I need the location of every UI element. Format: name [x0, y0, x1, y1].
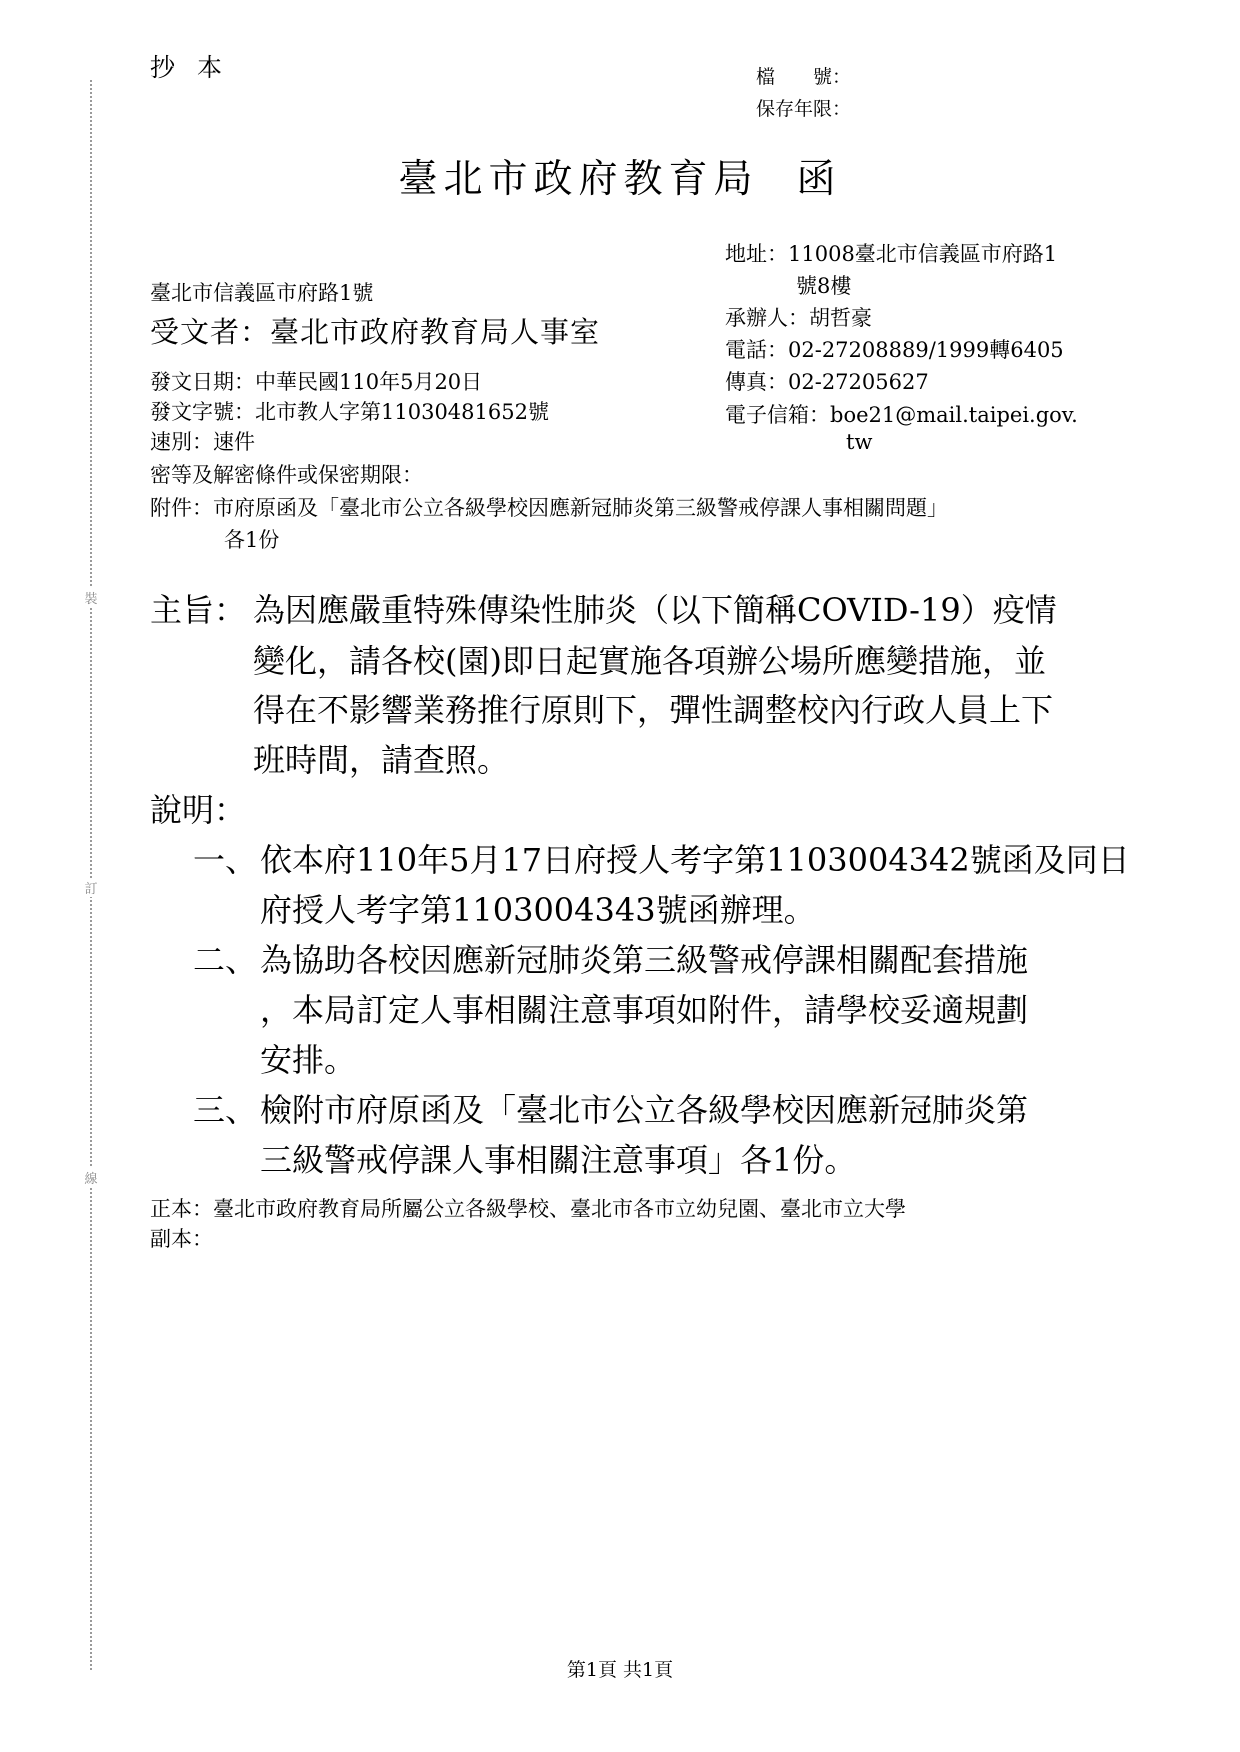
contact-address-line-2: 號8樓 [796, 274, 852, 298]
item-line: 依本府110年5月17日府授人考字第1103004342號函及同日 [260, 841, 1130, 879]
contact-email-line-2: tw [846, 430, 873, 454]
sender-address: 臺北市信義區市府路1號 [150, 281, 374, 305]
issue-number: 發文字號：北市教人字第11030481652號 [150, 400, 549, 424]
subject-line: 得在不影響業務推行原則下，彈性調整校內行政人員上下 [253, 691, 1054, 729]
file-number-label: 檔 號： [756, 66, 852, 88]
item-line: ，本局訂定人事相關注意事項如附件，請學校妥適規劃 [260, 991, 1029, 1029]
original-recipients: 正本：臺北市政府教育局所屬公立各級學校、臺北市各市立幼兒園、臺北市立大學 [150, 1197, 906, 1221]
subject-label: 主旨： [150, 591, 247, 629]
subject-line: 班時間，請查照。 [253, 741, 510, 779]
binding-line [90, 80, 92, 1670]
document-title [0, 148, 1240, 204]
attachment-line-2: 各1份 [224, 528, 280, 552]
binding-mark-ding: 訂 [83, 878, 99, 897]
item-line: 三級警戒停課人事相關注意事項」各1份。 [260, 1141, 857, 1179]
item-line: 府授人考字第1103004343號函辦理。 [260, 891, 816, 929]
issue-date: 發文日期：中華民國110年5月20日 [150, 370, 483, 394]
binding-mark-xian: 線 [83, 1168, 99, 1187]
contact-fax: 傳真：02-27205627 [725, 370, 929, 394]
receiver: 受文者：臺北市政府教育局人事室 [150, 315, 601, 349]
subject-line: 變化，請各校(園)即日起實施各項辦公場所應變措施，並 [253, 642, 1046, 680]
page-number: 第1頁 共1頁 [566, 1659, 674, 1681]
contact-address-line-1: 地址：11008臺北市信義區市府路1 [725, 242, 1058, 266]
speed-category: 速別：速件 [150, 430, 255, 454]
item-line: 安排。 [260, 1041, 357, 1079]
contact-handler: 承辦人：胡哲豪 [725, 306, 872, 330]
copy-recipients: 副本： [150, 1227, 213, 1251]
attachment-line-1: 附件：市府原函及「臺北市公立各級學校因應新冠肺炎第三級警戒停課人事相關問題」 [150, 496, 948, 520]
copy-label: 抄本 [150, 53, 245, 82]
description-label: 說明： [150, 791, 247, 829]
item-line: 為協助各校因應新冠肺炎第三級警戒停課相關配套措施 [260, 941, 1029, 979]
item-number: 一、 [193, 841, 258, 879]
item-number: 二、 [193, 941, 258, 979]
contact-email-line-1: 電子信箱：boe21@mail.taipei.gov. [725, 403, 1078, 427]
issuer-name: 臺北市政府教育局 [398, 157, 759, 202]
binding-mark-zhuang: 裝 [83, 588, 99, 607]
document-type: 函 [796, 157, 842, 202]
contact-phone: 電話：02-27208889/1999轉6405 [725, 338, 1064, 362]
retention-period-label: 保存年限： [756, 98, 852, 120]
item-number: 三、 [193, 1091, 258, 1129]
item-line: 檢附市府原函及「臺北市公立各級學校因應新冠肺炎第 [260, 1091, 1029, 1129]
subject-line: 為因應嚴重特殊傳染性肺炎（以下簡稱COVID-19）疫情 [253, 591, 1057, 629]
confidentiality: 密等及解密條件或保密期限： [150, 463, 423, 487]
